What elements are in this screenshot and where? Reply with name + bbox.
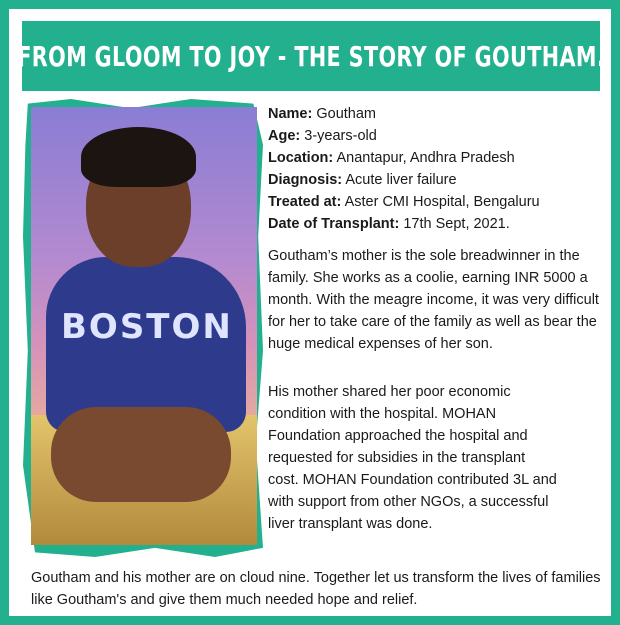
detail-value: Acute liver failure [345, 172, 457, 188]
detail-treated-at [268, 191, 608, 213]
detail-label: Date of Transplant: [268, 216, 400, 232]
detail-label: Diagnosis: [268, 172, 343, 188]
detail-value: Goutham [316, 106, 377, 122]
title-banner [17, 21, 605, 91]
detail-transplant-date [268, 213, 608, 235]
detail-location [268, 147, 608, 169]
story-paragraph-1: Goutham’s mother is the sole breadwinner in the family. She works as a coolie, earning INR 5000 a month. With the meagre income, it was very difficult for her to take care of the family as well as bear the huge medical expenses of her son. [268, 248, 599, 352]
shirt-print: BOSTON [61, 307, 233, 347]
detail-diagnosis [268, 169, 608, 191]
story-paragraph-2: His mother shared her poor economic condition with the hospital. MOHAN Foundation approached the hospital and requested for subsidies in the transplant cost. MOHAN Foundation contributed 3L and with support from other NGOs, a successful liver transplant was done. [268, 384, 557, 532]
detail-label: Name: [268, 106, 313, 122]
detail-value: Aster CMI Hospital, Bengaluru [344, 194, 540, 210]
detail-value: 3-years-old [304, 128, 377, 144]
detail-label: Age: [268, 128, 301, 144]
detail-name [268, 103, 608, 125]
photo-legs [51, 407, 231, 502]
patient-details [268, 103, 608, 235]
detail-value: Anantapur, Andhra Pradesh [336, 150, 515, 166]
photo-hair [81, 127, 196, 187]
detail-value: 17th Sept, 2021. [403, 216, 510, 232]
detail-label: Treated at: [268, 194, 342, 210]
detail-age [268, 125, 608, 147]
page-title: FROM GLOOM TO JOY - THE STORY OF GOUTHAM. [17, 39, 605, 73]
detail-label: Location: [268, 150, 334, 166]
photo-image [31, 107, 257, 545]
child-photo [23, 99, 263, 557]
closing-paragraph: Goutham and his mother are on cloud nine. Together let us transform the lives of families like Goutham's and give them much needed hope and relief. [31, 570, 601, 608]
